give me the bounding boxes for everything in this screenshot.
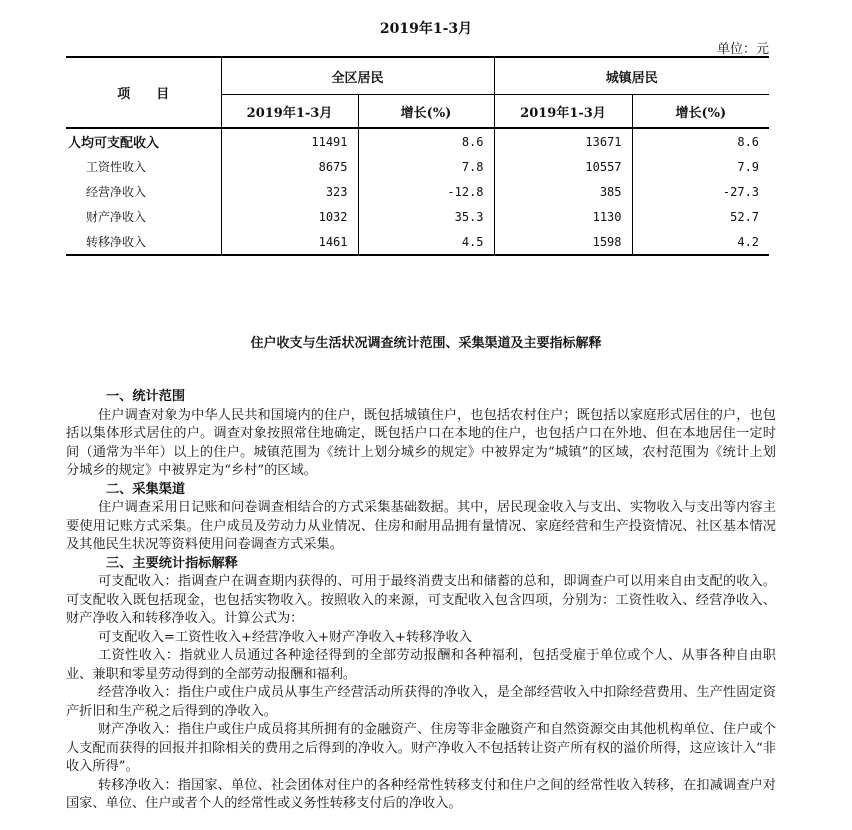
cell-urban-value: 13671	[494, 128, 632, 154]
period-title: 2019年1-3月	[379, 21, 473, 37]
paragraph: 住户调查对象为中华人民共和国境内的住户，既包括城镇住户，也包括农村住户；既包括以家庭形式居住的户，也包括以集体形式居住的户。调查对象按照常住地确定，既包括户口在本地的住户，也包括户口在外地、但在本地居住一定时间（通常为半年）以上的住户。城镇范围为《统计上划分城乡的规定》中被界定为“城镇”的区域，农村范围为《统计上划分城乡的规定》中被界定为“乡村”的区域。	[66, 407, 776, 478]
col-header-all-growth: 增长(%)	[358, 95, 494, 129]
cell-urban-value: 1130	[494, 204, 632, 229]
cell-all-value: 8675	[221, 154, 358, 179]
cell-all-growth: 7.8	[358, 154, 494, 179]
cell-all-value: 323	[221, 179, 358, 204]
cell-all-growth: 4.5	[358, 229, 494, 255]
row-label: 工资性收入	[86, 160, 147, 174]
item-column-header: 项 目	[66, 57, 221, 128]
cell-urban-growth: 52.7	[632, 204, 769, 229]
cell-urban-value: 385	[494, 179, 632, 204]
row-label: 转移净收入	[66, 229, 221, 255]
cell-urban-value: 10557	[494, 154, 632, 179]
income-table	[66, 56, 769, 256]
cell-all-value: 1032	[221, 204, 358, 229]
section-heading-indicators: 三、主要统计指标解释	[106, 555, 238, 571]
col-header-urban-growth: 增长(%)	[632, 95, 769, 129]
cell-urban-value: 1598	[494, 229, 632, 255]
section-heading-channels: 二、采集渠道	[106, 481, 186, 497]
cell-all-growth: 35.3	[358, 204, 494, 229]
notes-body	[66, 388, 776, 814]
cell-urban-growth: -27.3	[632, 179, 769, 204]
table-row	[66, 204, 769, 229]
col-header-all-period: 2019年1-3月	[221, 95, 358, 129]
paragraph: 转移净收入：指国家、单位、社会团体对住户的各种经常性转移支付和住户之间的经常性收入转移，在扣减调查户对国家、单位、住户或者个人的经常性或义务性转移支付后的净收入。	[66, 777, 776, 811]
formula-line: 可支配收入=工资性收入+经营净收入+财产净收入+转移净收入	[98, 629, 472, 645]
cell-all-growth: -12.8	[358, 179, 494, 204]
row-label: 财产净收入	[86, 210, 147, 224]
group-header-urban: 城镇居民	[494, 57, 769, 95]
section-heading-scope: 一、统计范围	[106, 389, 186, 404]
paragraph: 可支配收入：指调查户在调查期内获得的、可用于最终消费支出和储蓄的总和，即调查户可以用来自由支配的收入。可支配收入既包括现金，也包括实物收入。按照收入的来源，可支配收入包含四项，分别为：工资性收入、经营净收入、财产净收入和转移净收入。计算公式为：	[66, 574, 776, 626]
col-header-urban-period: 2019年1-3月	[494, 95, 632, 129]
unit-label: 单位：元	[716, 42, 769, 57]
cell-urban-growth: 8.6	[632, 128, 769, 154]
table-row	[66, 154, 769, 179]
row-label: 经营净收入	[86, 185, 147, 199]
paragraph: 财产净收入：指住户或住户成员将其所拥有的金融资产、住房等非金融资产和自然资源交由其他机构单位、住户或个人支配而获得的回报并扣除相关的费用之后得到的净收入。财产净收入不包括转让资产所有权的溢价所得，这应该计入“非收入所得”。	[66, 722, 776, 774]
paragraph: 住户调查采用日记账和问卷调查相结合的方式采集基础数据。其中，居民现金收入与支出、实物收入与支出等内容主要使用记账方式采集。住户成员及劳动力从业情况、住房和耐用品拥有量情况、家庭经营和生产投资情况、社区基本情况及其他民生状况等资料使用问卷调查方式采集。	[66, 500, 776, 552]
cell-all-value: 1461	[221, 229, 358, 255]
row-label: 人均可支配收入	[68, 136, 160, 151]
cell-all-growth: 8.6	[358, 128, 494, 154]
paragraph: 工资性收入：指就业人员通过各种途径得到的全部劳动报酬和各种福利，包括受雇于单位或个人、从事各种自由职业、兼职和零星劳动得到的全部劳动报酬和福利。	[66, 648, 776, 682]
table-row	[66, 179, 769, 204]
cell-urban-growth: 7.9	[632, 154, 769, 179]
cell-urban-growth: 4.2	[632, 229, 769, 255]
table-row	[66, 229, 769, 255]
group-header-all: 全区居民	[221, 57, 494, 95]
table-row	[66, 128, 769, 154]
paragraph: 经营净收入：指住户或住户成员从事生产经营活动所获得的净收入，是全部经营收入中扣除经营费用、生产性固定资产折旧和生产税之后得到的净收入。	[66, 685, 776, 719]
cell-all-value: 11491	[221, 128, 358, 154]
notes-title: 住户收支与生活状况调查统计范围、采集渠道及主要指标解释	[250, 336, 602, 351]
